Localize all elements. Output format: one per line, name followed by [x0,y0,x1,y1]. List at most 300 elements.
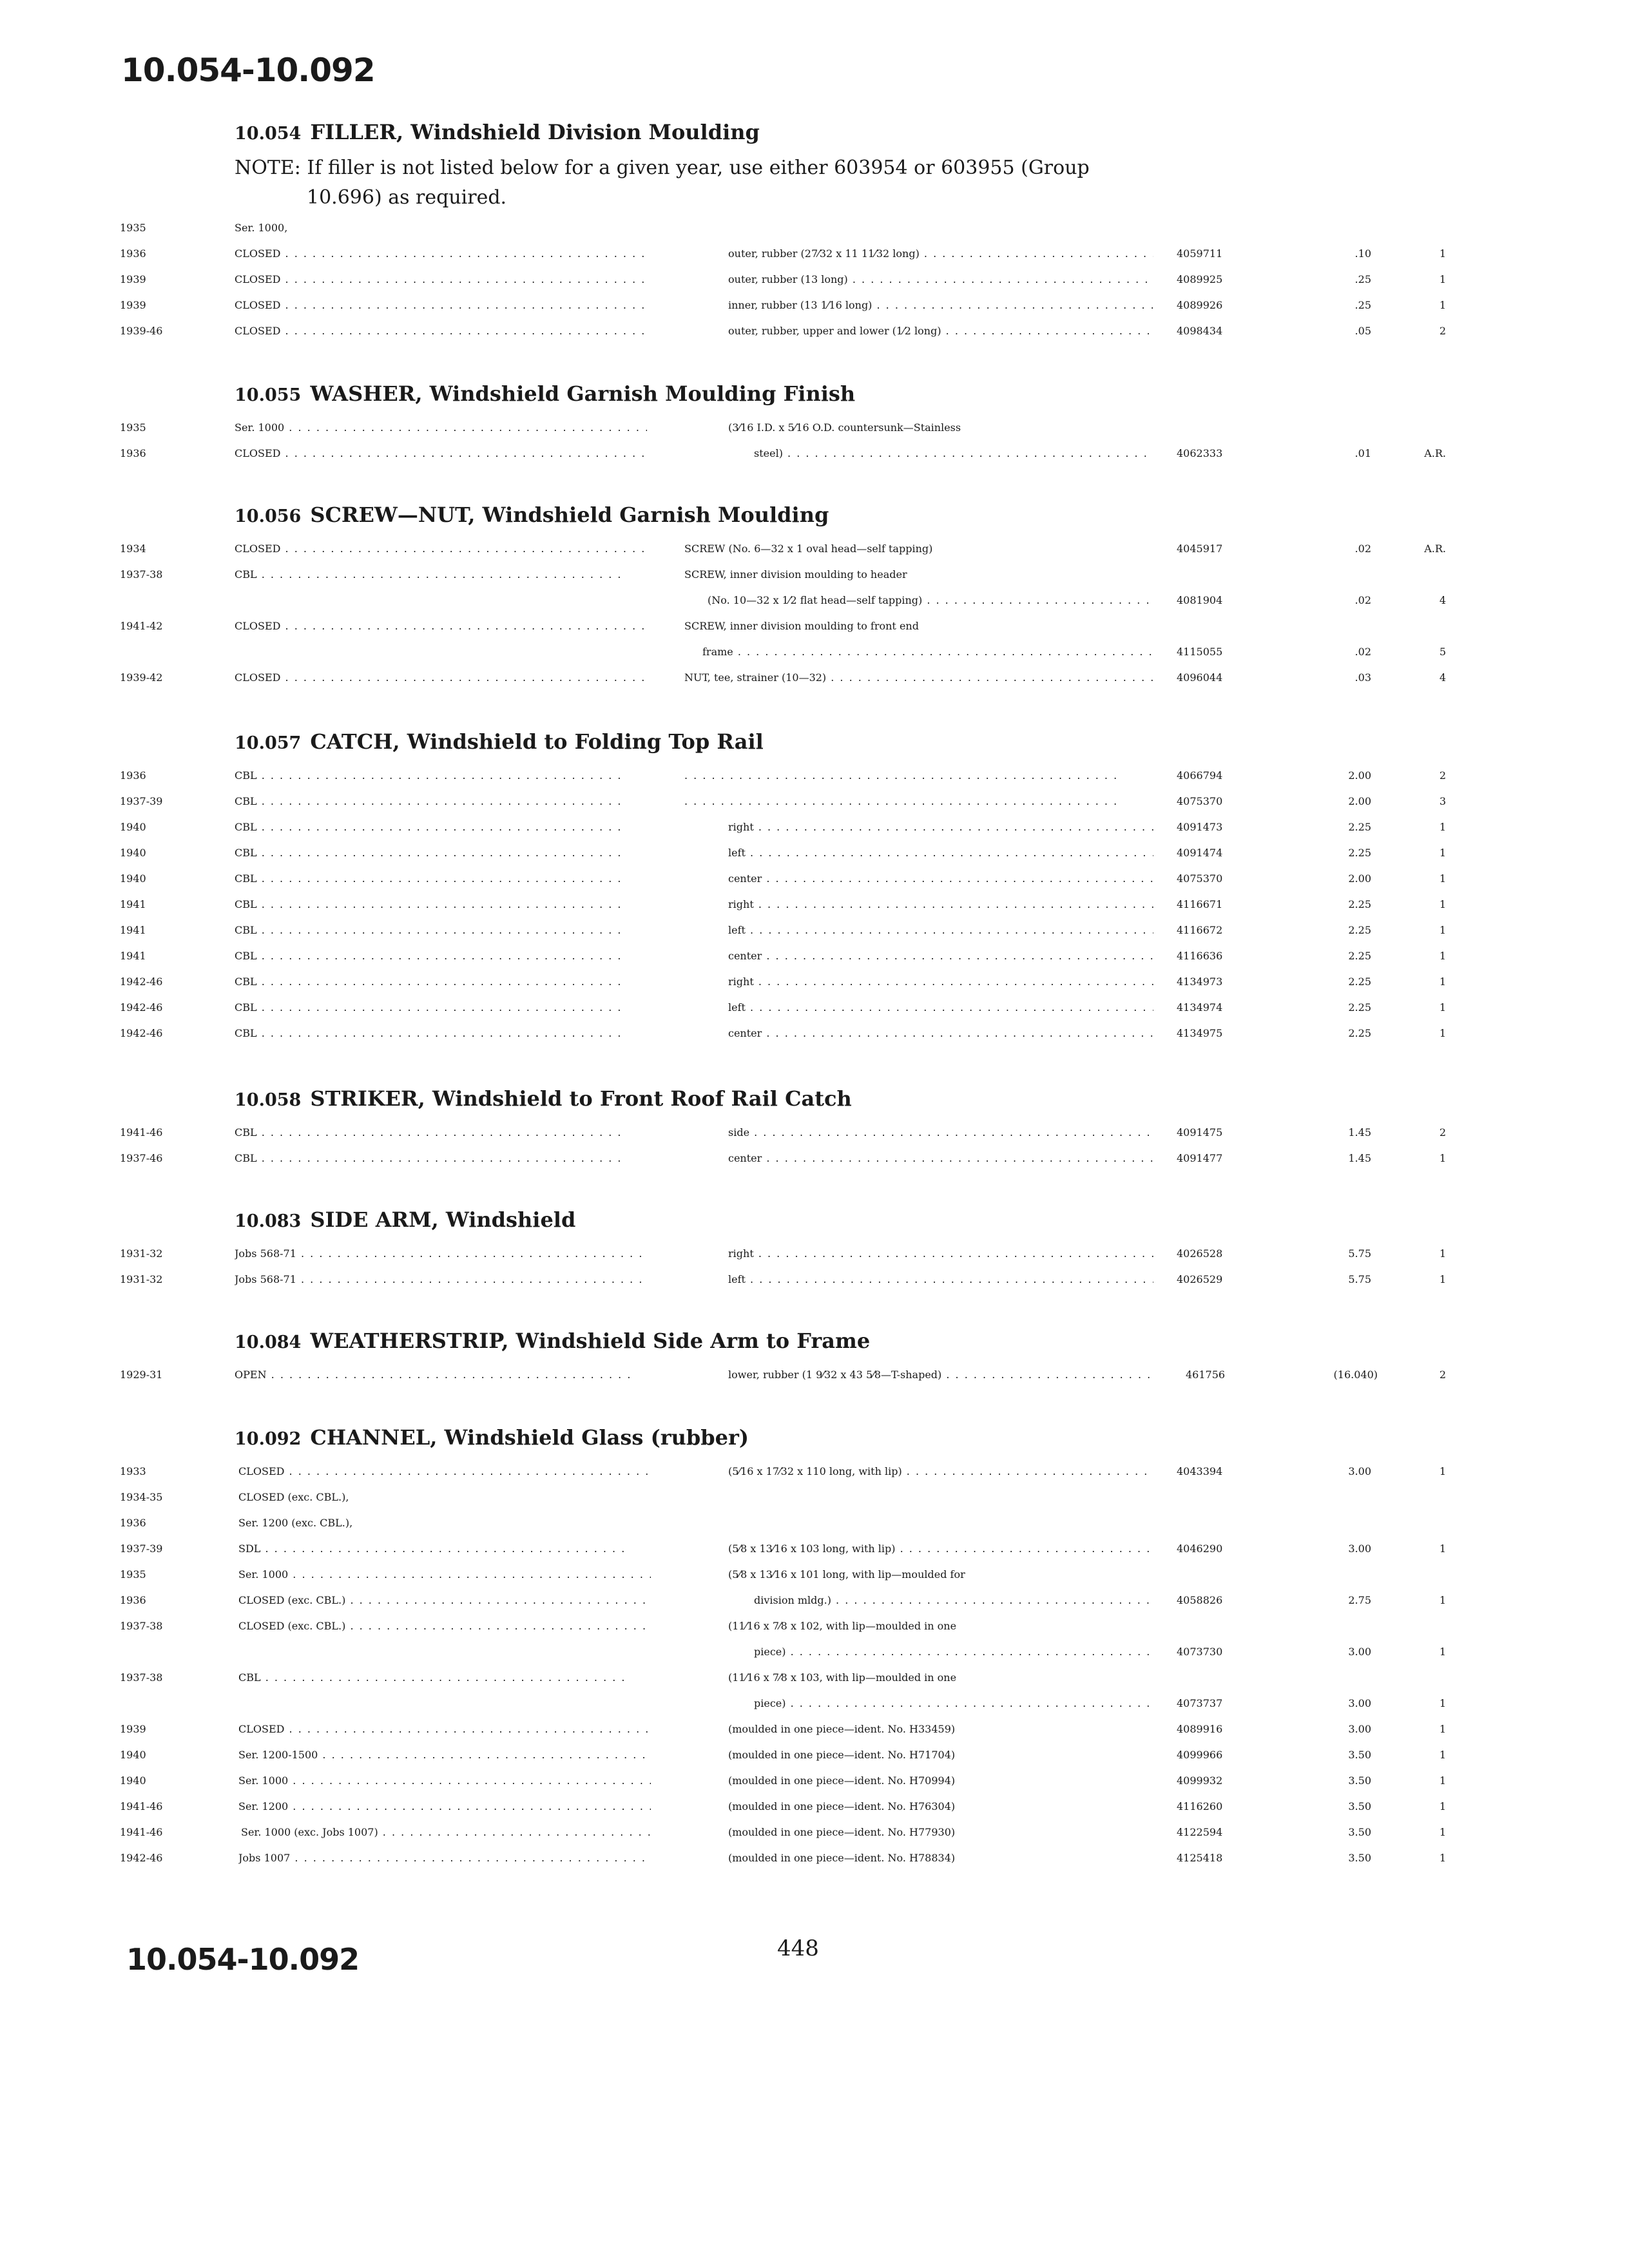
row-year: 1940 [120,1774,146,1787]
row-price: 3.00 [1348,1542,1371,1555]
table-row [0,421,1629,447]
table-row [0,1273,1629,1299]
table-row [0,646,1629,671]
row-quantity: 1 [1439,1594,1446,1606]
row-model: CBL . . . [238,1671,651,1684]
row-description: (5⁄8 x 13⁄16 x 101 long, with lip—moulded for [728,1568,965,1581]
row-year: 1937-39 [120,795,163,807]
row-part-number: 4066794 [1177,769,1223,782]
row-part-number: 4116636 [1177,950,1223,962]
section-title [235,503,829,527]
row-part-number: 4058826 [1177,1594,1223,1606]
row-quantity: 1 [1439,273,1446,285]
row-price: .02 [1354,543,1371,555]
row-price: .01 [1354,447,1371,459]
section-title [235,1425,749,1450]
section-number: 10.057 [235,733,302,753]
row-part-number: 4125418 [1177,1852,1223,1864]
row-price: 3.50 [1348,1749,1371,1761]
table-row [0,1594,1629,1620]
row-description: SCREW, inner division moulding to front end [684,620,919,632]
table-row [0,1152,1629,1178]
table-row [0,543,1629,568]
row-year: 1937-38 [120,1671,163,1684]
table-row [0,1542,1629,1568]
row-description: side . . . [728,1126,1153,1139]
row-model: CLOSED . . . [238,1465,651,1477]
row-year: 1941 [120,898,146,910]
row-year: 1941-46 [120,1126,163,1139]
row-description: left . . . [728,924,1153,936]
row-year: 1939 [120,273,146,285]
row-quantity: 1 [1439,1247,1446,1260]
row-quantity: 2 [1439,1126,1446,1139]
row-year: 1936 [120,1594,146,1606]
table-row [0,620,1629,646]
row-part-number: 4043394 [1177,1465,1223,1477]
row-model: CLOSED (exc. CBL.) . . . [238,1620,651,1632]
section-number: 10.083 [235,1211,302,1231]
row-quantity: 1 [1439,247,1446,260]
table-row [0,898,1629,924]
row-description [684,795,1153,807]
row-quantity: 1 [1439,1749,1446,1761]
row-price: 3.00 [1348,1697,1371,1709]
table-row [0,671,1629,697]
row-part-number: 4026529 [1177,1273,1223,1285]
row-model: CLOSED (exc. CBL.) . . . [238,1594,651,1606]
section-heading: SCREW—NUT, Windshield Garnish Moulding [310,503,829,527]
row-quantity: 2 [1439,1369,1446,1381]
table-row [0,1646,1629,1671]
row-year: 1935 [120,222,146,234]
row-price: 2.00 [1348,872,1371,885]
row-description: (moulded in one piece—ident. No. H76304) [728,1800,956,1812]
table-row [0,795,1629,821]
page-number: 448 [777,1936,819,1961]
row-model: CLOSED . . . [238,1723,651,1735]
row-quantity: 1 [1439,898,1446,910]
row-year: 1931-32 [120,1247,163,1260]
row-model: CLOSED . . . [235,325,647,337]
row-description: (moulded in one piece—ident. No. H71704) [728,1749,956,1761]
row-quantity: 3 [1439,795,1446,807]
table-row [0,1774,1629,1800]
row-price: 3.50 [1348,1826,1371,1838]
row-year: 1933 [120,1465,146,1477]
row-model: CBL . . . [235,950,647,962]
row-description: right . . . [728,821,1153,833]
row-quantity: 1 [1439,924,1446,936]
row-quantity: 1 [1439,821,1446,833]
row-year: 1941-42 [120,620,163,632]
table-row [0,1852,1629,1878]
row-part-number: 4116672 [1177,924,1223,936]
table-row [0,594,1629,620]
section-number: 10.055 [235,385,302,405]
row-model: CLOSED . . . [235,447,647,459]
row-part-number: 4091477 [1177,1152,1223,1164]
table-row [0,1247,1629,1273]
section-heading: SIDE ARM, Windshield [310,1207,576,1232]
row-price: .02 [1354,646,1371,658]
row-description: center . . . [728,1152,1153,1164]
row-year: 1937-46 [120,1152,163,1164]
row-quantity: 1 [1439,1826,1446,1838]
table-row [0,1671,1629,1697]
table-row [0,1826,1629,1852]
row-model: CLOSED (exc. CBL.), [238,1491,349,1503]
row-model: Jobs 1007 . . . [238,1852,651,1864]
row-quantity: 1 [1439,1027,1446,1039]
row-part-number: 4115055 [1177,646,1223,658]
row-description: SCREW (No. 6—32 x 1 oval head—self tapping) [684,543,933,555]
row-part-number: 4116671 [1177,898,1223,910]
row-price: 2.00 [1348,795,1371,807]
table-row [0,1800,1629,1826]
row-quantity: 1 [1439,950,1446,962]
row-model: CBL . . . [235,975,647,988]
row-description: right . . . [728,975,1153,988]
row-quantity: 1 [1439,1001,1446,1014]
row-price: 3.50 [1348,1852,1371,1864]
row-description: left . . . [728,1273,1153,1285]
row-part-number: 4096044 [1177,671,1223,684]
table-row [0,1126,1629,1152]
row-year: 1935 [120,421,146,434]
row-part-number: 4134973 [1177,975,1223,988]
row-price: 3.50 [1348,1800,1371,1812]
table-row [0,273,1629,299]
table-row [0,325,1629,351]
row-model: Ser. 1200 (exc. CBL.), [238,1517,353,1529]
row-quantity: 5 [1439,646,1446,658]
row-year: 1937-38 [120,568,163,581]
row-model: CBL . . . [235,898,647,910]
row-description: piece) . . . [754,1646,1153,1658]
row-part-number: 4075370 [1177,795,1223,807]
row-price: 3.00 [1348,1646,1371,1658]
row-model: CLOSED . . . [235,620,647,632]
row-price: 2.25 [1348,924,1371,936]
row-year: 1934 [120,543,146,555]
row-year: 1940 [120,821,146,833]
section-heading: CATCH, Windshield to Folding Top Rail [310,729,764,754]
row-model: CLOSED . . . [235,543,647,555]
section-title [235,729,764,754]
row-price: 1.45 [1348,1152,1371,1164]
row-price: 5.75 [1348,1247,1371,1260]
row-part-number: 4045917 [1177,543,1223,555]
row-description: (moulded in one piece—ident. No. H77930) [728,1826,956,1838]
section-number: 10.084 [235,1332,302,1352]
row-price: 2.25 [1348,821,1371,833]
row-part-number: 4099966 [1177,1749,1223,1761]
row-quantity: 1 [1439,1774,1446,1787]
row-price: .05 [1354,325,1371,337]
row-model: CLOSED . . . [235,299,647,311]
row-model: CBL . . . [235,924,647,936]
row-description [684,769,1153,782]
row-quantity: 1 [1439,1152,1446,1164]
section-number: 10.092 [235,1429,302,1449]
row-description: frame . . . [702,646,1153,658]
row-model: CBL . . . [235,1152,647,1164]
section-heading: CHANNEL, Windshield Glass (rubber) [310,1425,749,1450]
row-quantity: 1 [1439,847,1446,859]
table-row [0,1465,1629,1491]
table-row [0,299,1629,325]
section-title [235,1329,870,1353]
table-row [0,769,1629,795]
row-model: Ser. 1000, [235,222,288,234]
row-model: CBL . . . [235,847,647,859]
note-line: NOTE: If filler is not listed below for a given year, use either 603954 or 603955 (Group [235,157,1090,179]
section-note [235,153,1156,213]
row-description: (moulded in one piece—ident. No. H33459) [728,1723,956,1735]
row-year: 1941-46 [120,1800,163,1812]
table-row [0,1369,1629,1394]
row-description: piece) . . . [754,1697,1153,1709]
row-model: CBL . . . [235,1126,647,1139]
row-price: 3.50 [1348,1774,1371,1787]
row-quantity: 1 [1439,1723,1446,1735]
row-model: Ser. 1000 (exc. Jobs 1007) . . . [241,1826,651,1838]
section-heading: WASHER, Windshield Garnish Moulding Finish [310,381,856,406]
row-description: right . . . [728,1247,1153,1260]
row-part-number: 4122594 [1177,1826,1223,1838]
row-model: Ser. 1000 . . . [238,1568,651,1581]
row-quantity: 1 [1439,1852,1446,1864]
row-description: outer, rubber (13 long) . . . [728,273,1153,285]
section-title [235,1207,575,1232]
row-part-number: 4075370 [1177,872,1223,885]
row-price: 2.25 [1348,975,1371,988]
row-quantity: 1 [1439,1273,1446,1285]
section-title [235,381,855,406]
row-quantity: 1 [1439,1646,1446,1658]
row-quantity: 1 [1439,1800,1446,1812]
row-model: Ser. 1000 . . . [238,1774,651,1787]
row-description: (11⁄16 x 7⁄8 x 103, with lip—moulded in one [728,1671,957,1684]
row-part-number: 4091474 [1177,847,1223,859]
row-model: CBL . . . [235,568,647,581]
row-part-number: 4099932 [1177,1774,1223,1787]
section-heading: FILLER, Windshield Division Moulding [310,120,760,144]
section-number: 10.056 [235,506,302,526]
row-price: 2.00 [1348,769,1371,782]
row-year: 1935 [120,1568,146,1581]
row-model: CBL . . . [235,769,647,782]
row-model: CBL . . . [235,872,647,885]
section-heading: WEATHERSTRIP, Windshield Side Arm to Frame [310,1329,871,1353]
row-year: 1939 [120,299,146,311]
row-price: 2.25 [1348,1027,1371,1039]
row-description: right . . . [728,898,1153,910]
row-part-number: 4091475 [1177,1126,1223,1139]
row-description: NUT, tee, strainer (10—32) . . . [684,671,1153,684]
row-year: 1936 [120,1517,146,1529]
row-description: left . . . [728,1001,1153,1014]
table-row [0,950,1629,975]
row-quantity: 1 [1439,1465,1446,1477]
row-part-number: 4046290 [1177,1542,1223,1555]
row-price: 1.45 [1348,1126,1371,1139]
table-row [0,1568,1629,1594]
row-year: 1942-46 [120,1852,163,1864]
row-year: 1942-46 [120,975,163,988]
note-line: 10.696) as required. [307,186,507,209]
row-price: (16.040) [1333,1369,1378,1381]
row-part-number: 461756 [1186,1369,1226,1381]
row-description: left . . . [728,847,1153,859]
row-description: (3⁄16 I.D. x 5⁄16 O.D. countersunk—Stainless [728,421,961,434]
row-description: inner, rubber (13 1⁄16 long) . . . [728,299,1153,311]
table-row [0,568,1629,594]
row-year: 1941 [120,924,146,936]
row-description: (11⁄16 x 7⁄8 x 102, with lip—moulded in one [728,1620,957,1632]
row-part-number: 4134974 [1177,1001,1223,1014]
row-price: 5.75 [1348,1273,1371,1285]
row-year: 1942-46 [120,1001,163,1014]
row-year: 1929-31 [120,1369,163,1381]
table-row [0,247,1629,273]
row-quantity: 2 [1439,325,1446,337]
row-year: 1941-46 [120,1826,163,1838]
row-description: division mldg.) . . . [754,1594,1153,1606]
row-description: center . . . [728,872,1153,885]
section-number: 10.058 [235,1090,302,1110]
row-description: outer, rubber (27⁄32 x 11 11⁄32 long) . . . [728,247,1153,260]
table-row [0,872,1629,898]
row-description: lower, rubber (1 9⁄32 x 43 5⁄8—T-shaped) . . . [728,1369,1153,1381]
row-model: CBL . . . [235,1001,647,1014]
table-row [0,1697,1629,1723]
row-price: 3.00 [1348,1723,1371,1735]
row-part-number: 4059711 [1177,247,1223,260]
running-foot: 10.054-10.092 [126,1942,360,1977]
row-year: 1934-35 [120,1491,163,1503]
row-year: 1937-39 [120,1542,163,1555]
section-title [235,120,760,144]
row-part-number: 4089925 [1177,273,1223,285]
row-price: 2.25 [1348,898,1371,910]
row-year: 1940 [120,847,146,859]
row-description: (moulded in one piece—ident. No. H70994) [728,1774,956,1787]
row-description: steel) . . . [754,447,1153,459]
row-price: .02 [1354,594,1371,606]
row-year: 1940 [120,1749,146,1761]
section-title [235,1086,852,1111]
row-year: 1939-42 [120,671,163,684]
row-model: Ser. 1200 . . . [238,1800,651,1812]
row-price: .03 [1354,671,1371,684]
row-year: 1936 [120,769,146,782]
row-part-number: 4091473 [1177,821,1223,833]
row-year: 1936 [120,447,146,459]
row-description: outer, rubber, upper and lower (1⁄2 long) . . . [728,325,1153,337]
row-quantity: 1 [1439,1697,1446,1709]
row-part-number: 4134975 [1177,1027,1223,1039]
row-model: OPEN . . . [235,1369,647,1381]
section-heading: STRIKER, Windshield to Front Roof Rail Catch [310,1086,852,1111]
section-number: 10.054 [235,124,302,144]
table-row [0,447,1629,473]
table-row [0,1620,1629,1646]
row-model: CLOSED . . . [235,671,647,684]
row-part-number: 4062333 [1177,447,1223,459]
row-part-number: 4026528 [1177,1247,1223,1260]
row-quantity: A.R. [1424,543,1446,555]
row-model: Ser. 1200-1500 . . . [238,1749,651,1761]
row-model: Jobs 568-71 . . . [235,1247,647,1260]
table-row [0,222,1629,247]
table-row [0,975,1629,1001]
row-price: .25 [1354,273,1371,285]
table-row [0,924,1629,950]
row-quantity: 4 [1439,671,1446,684]
row-description: center . . . [728,1027,1153,1039]
row-price: 2.25 [1348,1001,1371,1014]
row-model: CLOSED . . . [235,273,647,285]
row-part-number: 4073730 [1177,1646,1223,1658]
table-row [0,1723,1629,1749]
row-model: Jobs 568-71 . . . [235,1273,647,1285]
row-part-number: 4098434 [1177,325,1223,337]
table-row [0,1517,1629,1542]
row-quantity: 4 [1439,594,1446,606]
row-quantity: 1 [1439,1542,1446,1555]
row-year: 1931-32 [120,1273,163,1285]
table-row [0,847,1629,872]
row-quantity: A.R. [1424,447,1446,459]
running-head: 10.054-10.092 [121,52,375,89]
row-year: 1941 [120,950,146,962]
row-quantity: 2 [1439,769,1446,782]
row-description: (5⁄8 x 13⁄16 x 103 long, with lip) . . . [728,1542,1153,1555]
table-row [0,1749,1629,1774]
row-description: (No. 10—32 x 1⁄2 flat head—self tapping) . . . [708,594,1153,606]
row-model: CBL . . . [235,821,647,833]
row-description: (moulded in one piece—ident. No. H78834) [728,1852,956,1864]
table-row [0,821,1629,847]
row-model: CBL . . . [235,1027,647,1039]
row-quantity: 1 [1439,872,1446,885]
row-year: 1937-38 [120,1620,163,1632]
row-year: 1942-46 [120,1027,163,1039]
row-model: CLOSED . . . [235,247,647,260]
row-model: SDL . . . [238,1542,651,1555]
row-price: 2.75 [1348,1594,1371,1606]
row-part-number: 4073737 [1177,1697,1223,1709]
row-model: Ser. 1000 . . . [235,421,647,434]
row-description: (5⁄16 x 17⁄32 x 110 long, with lip) . . . [728,1465,1153,1477]
row-year: 1936 [120,247,146,260]
row-price: .25 [1354,299,1371,311]
row-price: 3.00 [1348,1465,1371,1477]
row-price: 2.25 [1348,950,1371,962]
row-price: .10 [1354,247,1371,260]
row-model: CBL . . . [235,795,647,807]
table-row [0,1027,1629,1053]
row-year: 1939-46 [120,325,163,337]
row-part-number: 4089926 [1177,299,1223,311]
row-part-number: 4089916 [1177,1723,1223,1735]
table-row [0,1001,1629,1027]
row-price: 2.25 [1348,847,1371,859]
table-row [0,1491,1629,1517]
row-part-number: 4081904 [1177,594,1223,606]
